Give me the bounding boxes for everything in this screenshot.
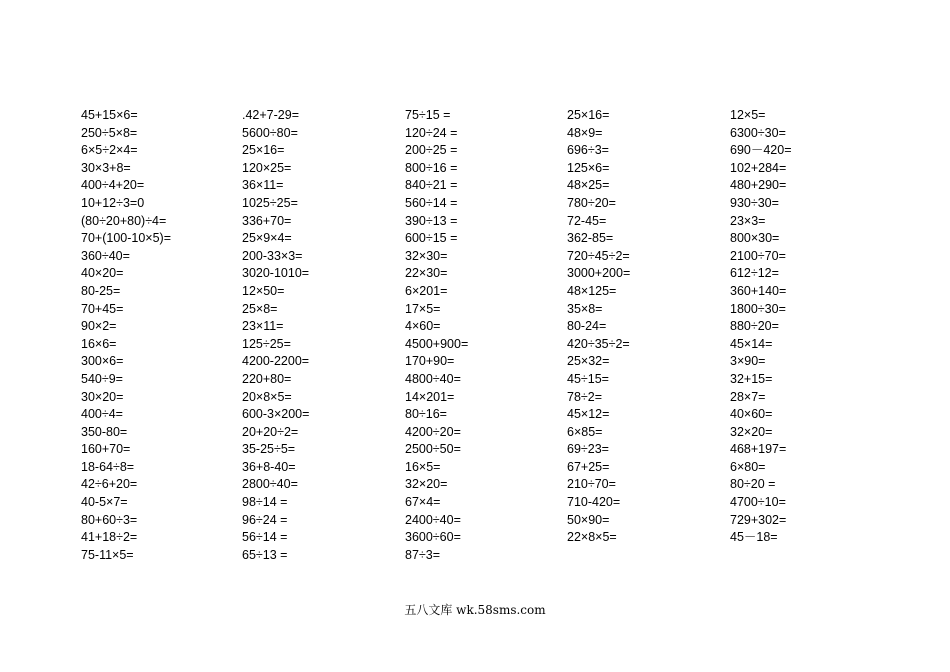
math-problem: 400÷4=	[81, 407, 123, 422]
math-problem: 96÷24 =	[242, 512, 288, 527]
math-problem: 25×16=	[242, 143, 285, 158]
math-problem: 360÷40=	[81, 248, 130, 263]
math-problem: 3000+200=	[567, 266, 631, 281]
math-problem: 30×20=	[81, 389, 124, 404]
math-problem: 17×5=	[405, 301, 441, 316]
math-problem: 10+12÷3=0	[81, 195, 145, 210]
math-problem: 120÷24 =	[405, 125, 458, 140]
problem-column-2	[242, 107, 402, 564]
math-problem: 2400÷40=	[405, 512, 461, 527]
math-problem: 45×12=	[567, 407, 610, 422]
math-problem: 30×3+8=	[81, 160, 131, 175]
math-problem: 362-85=	[567, 231, 614, 246]
math-problem: 16×5=	[405, 459, 441, 474]
math-problem: 690－420=	[730, 143, 792, 158]
math-problem: 75÷15 =	[405, 108, 451, 122]
math-problem: 125÷25=	[242, 336, 291, 351]
page-footer-watermark: 五八文库 wk.58sms.com	[404, 603, 546, 617]
math-problem: 32+15=	[730, 371, 773, 386]
math-problem: 480+290=	[730, 178, 787, 193]
math-problem: 69÷23=	[567, 442, 609, 457]
math-problem: 930÷30=	[730, 195, 779, 210]
math-problem: 56÷14 =	[242, 530, 288, 545]
math-problem: 48×25=	[567, 178, 610, 193]
math-problem: 65÷13 =	[242, 547, 288, 562]
math-problem: 20+20÷2=	[242, 424, 299, 439]
math-problem: 45－18=	[730, 530, 778, 545]
problem-column-3	[405, 107, 565, 564]
math-problem: 42÷6+20=	[81, 477, 138, 492]
math-problem: 1800÷30=	[730, 301, 786, 316]
math-problem: 80÷20 =	[730, 477, 776, 492]
math-problem: 87÷3=	[405, 547, 441, 562]
math-problem: 48×125=	[567, 283, 617, 298]
math-problem: 120×25=	[242, 160, 292, 175]
math-problem: 70+(100-10×5)=	[81, 231, 172, 246]
math-problem: 2500÷50=	[405, 442, 461, 457]
math-problem: 80+60÷3=	[81, 512, 138, 527]
math-problem: 560÷14 =	[405, 195, 458, 210]
math-problem: 125×6=	[567, 160, 610, 175]
math-problem: 75-11×5=	[81, 547, 134, 562]
math-problem: 4800÷40=	[405, 371, 461, 386]
math-problem: 14×201=	[405, 389, 455, 404]
math-problem: 300×6=	[81, 354, 124, 369]
math-problem: 25×32=	[567, 354, 610, 369]
math-problem: 400÷4+20=	[81, 178, 145, 193]
math-problem: 540÷9=	[81, 371, 123, 386]
math-problem: 25×16=	[567, 108, 610, 122]
math-problem: 72-45=	[567, 213, 607, 228]
math-problem: 78÷2=	[567, 389, 603, 404]
math-problem: 40×20=	[81, 266, 124, 281]
math-problem: 3600÷60=	[405, 530, 461, 545]
math-problem: 22×30=	[405, 266, 448, 281]
math-problem: 32×30=	[405, 248, 448, 263]
math-problem: 4500+900=	[405, 336, 469, 351]
math-problem: 4200÷20=	[405, 424, 461, 439]
math-problem: 720÷45÷2=	[567, 248, 630, 263]
math-problem: 35×8=	[567, 301, 603, 316]
math-problem: 780÷20=	[567, 195, 616, 210]
math-problem: 23×11=	[242, 319, 284, 334]
math-problem: 90×2=	[81, 319, 117, 334]
math-problem: 16×6=	[81, 336, 117, 351]
math-problem: 350-80=	[81, 424, 128, 439]
math-problem: 6×201=	[405, 283, 448, 298]
math-problem: 25×8=	[242, 301, 278, 316]
math-problem: 800×30=	[730, 231, 780, 246]
math-problem: 50×90=	[567, 512, 610, 527]
math-problem: 600-3×200=	[242, 407, 310, 422]
math-problem: 22×8×5=	[567, 530, 617, 545]
math-problem: 468+197=	[730, 442, 787, 457]
math-problem: 170+90=	[405, 354, 455, 369]
math-problem: 710-420=	[567, 495, 621, 510]
math-problem: 210÷70=	[567, 477, 616, 492]
math-problem: 3020-1010=	[242, 266, 310, 281]
math-problem: 3×90=	[730, 354, 766, 369]
math-problem: 36×11=	[242, 178, 284, 193]
math-problem: 36+8-40=	[242, 459, 296, 474]
math-problem: 729+302=	[730, 512, 787, 527]
math-problem: 6300÷30=	[730, 125, 786, 140]
math-problem: 32×20=	[730, 424, 773, 439]
math-problem: 45×14=	[730, 336, 773, 351]
problem-column-1	[81, 107, 241, 564]
math-problem: 32×20=	[405, 477, 448, 492]
math-problem: 420÷35÷2=	[567, 336, 630, 351]
math-problem: 600÷15 =	[405, 231, 458, 246]
math-problem: 390÷13 =	[405, 213, 458, 228]
math-problem: 70+45=	[81, 301, 124, 316]
math-problem: 336+70=	[242, 213, 292, 228]
math-problem: 67×4=	[405, 495, 441, 510]
math-problem: 25×9×4=	[242, 231, 292, 246]
math-problem: 67+25=	[567, 459, 610, 474]
math-problem: 40×60=	[730, 407, 773, 422]
math-problem: 48×9=	[567, 125, 603, 140]
math-problem: 360+140=	[730, 283, 787, 298]
math-problem: 45÷15=	[567, 371, 609, 386]
math-problem: 6×5÷2×4=	[81, 143, 138, 158]
math-problem: 4200-2200=	[242, 354, 310, 369]
math-problem: .42+7-29=	[242, 108, 299, 122]
math-problem: 23×3=	[730, 213, 766, 228]
math-problem: 40-5×7=	[81, 495, 128, 510]
math-problem: 1025÷25=	[242, 195, 298, 210]
math-problem: 80-25=	[81, 283, 121, 298]
math-problem: 45+15×6=	[81, 108, 138, 122]
math-problem: 6×85=	[567, 424, 603, 439]
math-problem: 80-24=	[567, 319, 607, 334]
math-problem: 20×8×5=	[242, 389, 292, 404]
math-problem: 840÷21 =	[405, 178, 458, 193]
math-problem: 12×50=	[242, 283, 285, 298]
math-problem: 2100÷70=	[730, 248, 786, 263]
math-problem: 612÷12=	[730, 266, 779, 281]
math-problem: 250÷5×8=	[81, 125, 138, 140]
problem-column-4	[567, 107, 727, 547]
math-problem: 160+70=	[81, 442, 131, 457]
math-problem: 200÷25 =	[405, 143, 458, 158]
math-problem: 5600÷80=	[242, 125, 298, 140]
math-problem: 41+18÷2=	[81, 530, 138, 545]
math-problem: 35-25÷5=	[242, 442, 296, 457]
math-problem: 4700÷10=	[730, 495, 786, 510]
math-problem: 220+80=	[242, 371, 292, 386]
math-problem: (80÷20+80)÷4=	[81, 213, 167, 228]
math-problem: 18-64÷8=	[81, 459, 135, 474]
math-problem: 880÷20=	[730, 319, 779, 334]
math-problem: 6×80=	[730, 459, 766, 474]
problem-column-5	[730, 107, 890, 547]
math-problem: 102+284=	[730, 160, 787, 175]
math-problem: 4×60=	[405, 319, 441, 334]
math-problem: 2800÷40=	[242, 477, 298, 492]
math-problem: 80÷16=	[405, 407, 447, 422]
math-problem: 800÷16 =	[405, 160, 458, 175]
math-problem: 28×7=	[730, 389, 766, 404]
math-problem: 98÷14 =	[242, 495, 288, 510]
math-problem: 12×5=	[730, 108, 766, 122]
math-problem: 696÷3=	[567, 143, 609, 158]
math-problem: 200-33×3=	[242, 248, 303, 263]
